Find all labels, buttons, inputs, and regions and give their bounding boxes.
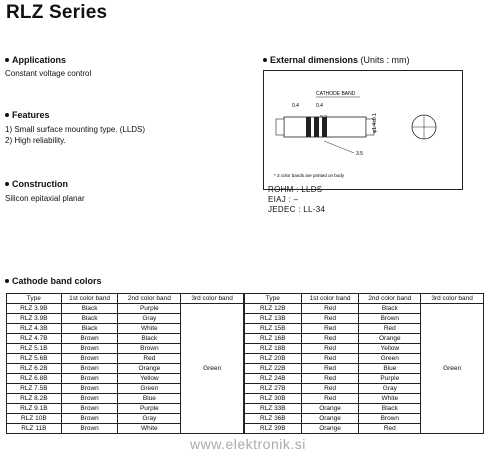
cell-type: RLZ 9.1B (7, 404, 62, 414)
col-1st: 1st color band (61, 294, 118, 304)
cell-type: RLZ 10B (7, 414, 62, 424)
cell-type: RLZ 6.8B (7, 374, 62, 384)
col-type: Type (245, 294, 302, 304)
cell-1st-band: Red (301, 334, 359, 344)
bullet-icon (5, 182, 9, 186)
cell-2nd-band: Red (118, 354, 181, 364)
cathode-heading-label: Cathode band colors (12, 276, 102, 286)
features-heading-label: Features (12, 110, 50, 120)
cell-1st-band: Red (301, 364, 359, 374)
dim-d2: 0.4 (316, 103, 323, 109)
cell-1st-band: Brown (61, 424, 118, 434)
construction-text: Silicon epitaxial planar (5, 194, 85, 203)
cell-2nd-band: Black (359, 404, 421, 414)
dim-diameter: φ1.4±0.1 (372, 113, 378, 133)
cell-type: RLZ 30B (245, 394, 302, 404)
cell-2nd-band: Green (359, 354, 421, 364)
col-2nd: 2nd color band (118, 294, 181, 304)
cell-1st-band: Brown (61, 344, 118, 354)
bullet-icon (5, 113, 9, 117)
cell-type: RLZ 7.5B (7, 384, 62, 394)
cell-1st-band: Brown (61, 384, 118, 394)
cell-2nd-band: White (118, 424, 181, 434)
construction-heading-label: Construction (12, 179, 68, 189)
construction-heading (5, 179, 68, 189)
cell-type: RLZ 18B (245, 344, 302, 354)
cell-1st-band: Brown (61, 414, 118, 424)
cell-type: RLZ 8.2B (7, 394, 62, 404)
cell-type: RLZ 5.6B (7, 354, 62, 364)
package-jedec: JEDEC : LL-34 (268, 205, 326, 214)
cell-2nd-band: Red (359, 424, 421, 434)
cell-type: RLZ 6.2B (7, 364, 62, 374)
cell-1st-band: Red (301, 344, 359, 354)
applications-heading (5, 55, 66, 65)
cell-2nd-band: Yellow (359, 344, 421, 354)
cathode-table-left (6, 293, 244, 434)
cell-1st-band: Brown (61, 354, 118, 364)
cell-2nd-band: Orange (359, 334, 421, 344)
cell-type: RLZ 3.9B (7, 314, 62, 324)
page-title: RLZ Series (6, 2, 108, 23)
lead-left (276, 119, 284, 135)
cell-type: RLZ 22B (245, 364, 302, 374)
cathode-table-right (244, 293, 484, 434)
cell-3rd-band: Green (181, 304, 244, 434)
dimension-diagram (263, 70, 463, 190)
cell-1st-band: Orange (301, 404, 359, 414)
cell-type: RLZ 15B (245, 324, 302, 334)
cathode-heading (5, 276, 102, 286)
cell-1st-band: Brown (61, 364, 118, 374)
feature-item: 1) Small surface mounting type. (LLDS) (5, 125, 146, 134)
cell-1st-band: Red (301, 304, 359, 314)
cell-1st-band: Brown (61, 404, 118, 414)
cell-2nd-band: Green (118, 384, 181, 394)
cell-1st-band: Black (61, 304, 118, 314)
cell-2nd-band: Blue (359, 364, 421, 374)
cell-1st-band: Red (301, 324, 359, 334)
cell-2nd-band: Blue (118, 394, 181, 404)
col-1st: 1st color band (301, 294, 359, 304)
applications-heading-label: Applications (12, 55, 67, 65)
cell-type: RLZ 4.7B (7, 334, 62, 344)
cell-2nd-band: Yellow (118, 374, 181, 384)
cell-type: RLZ 5.1B (7, 344, 62, 354)
cell-type: RLZ 12B (245, 304, 302, 314)
cell-2nd-band: Gray (118, 414, 181, 424)
cell-2nd-band: Black (118, 334, 181, 344)
cell-2nd-band: Red (359, 324, 421, 334)
external-heading-label: External dimensions (270, 55, 359, 65)
feature-item: 2) High reliability. (5, 136, 66, 145)
cell-2nd-band: Purple (118, 404, 181, 414)
cell-type: RLZ 20B (245, 354, 302, 364)
bullet-icon (5, 279, 9, 283)
cell-3rd-band: Green (421, 304, 484, 434)
col-3rd: 3rd color band (181, 294, 244, 304)
cell-1st-band: Brown (61, 394, 118, 404)
cell-2nd-band: Gray (118, 314, 181, 324)
col-type: Type (7, 294, 62, 304)
band-2 (314, 117, 319, 137)
cell-2nd-band: White (118, 324, 181, 334)
cell-1st-band: Red (301, 394, 359, 404)
bullet-icon (5, 58, 9, 62)
package-info (268, 185, 325, 215)
table-row (245, 304, 484, 314)
cell-1st-band: Red (301, 314, 359, 324)
diagram-footnote: * 3 color bands are printed on body (274, 173, 345, 178)
cell-1st-band: Red (301, 354, 359, 364)
cell-type: RLZ 33B (245, 404, 302, 414)
cell-type: RLZ 24B (245, 374, 302, 384)
cell-1st-band: Black (61, 314, 118, 324)
package-eiaj: EIAJ : – (268, 195, 299, 204)
bullet-icon (263, 58, 267, 62)
dim-d1: 0.4 (292, 103, 299, 109)
units-label: (Units : mm) (360, 55, 410, 65)
cell-1st-band: Orange (301, 414, 359, 424)
cell-type: RLZ 11B (7, 424, 62, 434)
cell-1st-band: Brown (61, 374, 118, 384)
cell-1st-band: Brown (61, 334, 118, 344)
dim-length: 3.5 (356, 151, 363, 157)
band-1 (306, 117, 311, 137)
cell-2nd-band: Brown (359, 414, 421, 424)
col-2nd: 2nd color band (359, 294, 421, 304)
cell-type: RLZ 27B (245, 384, 302, 394)
cell-2nd-band: White (359, 394, 421, 404)
cell-1st-band: Orange (301, 424, 359, 434)
cell-2nd-band: Purple (118, 304, 181, 314)
external-heading (263, 55, 410, 65)
cell-1st-band: Red (301, 374, 359, 384)
cell-2nd-band: Gray (359, 384, 421, 394)
package-rohm: ROHM : LLDS (268, 185, 323, 194)
watermark: www.elektronik.si (190, 436, 306, 452)
diode-drawing (264, 71, 462, 189)
cell-type: RLZ 39B (245, 424, 302, 434)
features-heading (5, 110, 50, 120)
cell-2nd-band: Orange (118, 364, 181, 374)
cell-2nd-band: Black (359, 304, 421, 314)
cell-2nd-band: Brown (359, 314, 421, 324)
col-3rd: 3rd color band (421, 294, 484, 304)
cell-type: RLZ 3.9B (7, 304, 62, 314)
cell-type: RLZ 16B (245, 334, 302, 344)
cell-type: RLZ 36B (245, 414, 302, 424)
cathode-band-label: CATHODE BAND (316, 91, 356, 97)
band-3 (322, 117, 327, 137)
cell-1st-band: Red (301, 384, 359, 394)
cell-2nd-band: Brown (118, 344, 181, 354)
applications-text: Constant voltage control (5, 69, 92, 78)
cell-1st-band: Black (61, 324, 118, 334)
cell-type: RLZ 13B (245, 314, 302, 324)
features-list (5, 124, 145, 146)
cell-2nd-band: Purple (359, 374, 421, 384)
cell-type: RLZ 4.3B (7, 324, 62, 334)
table-row (7, 304, 244, 314)
